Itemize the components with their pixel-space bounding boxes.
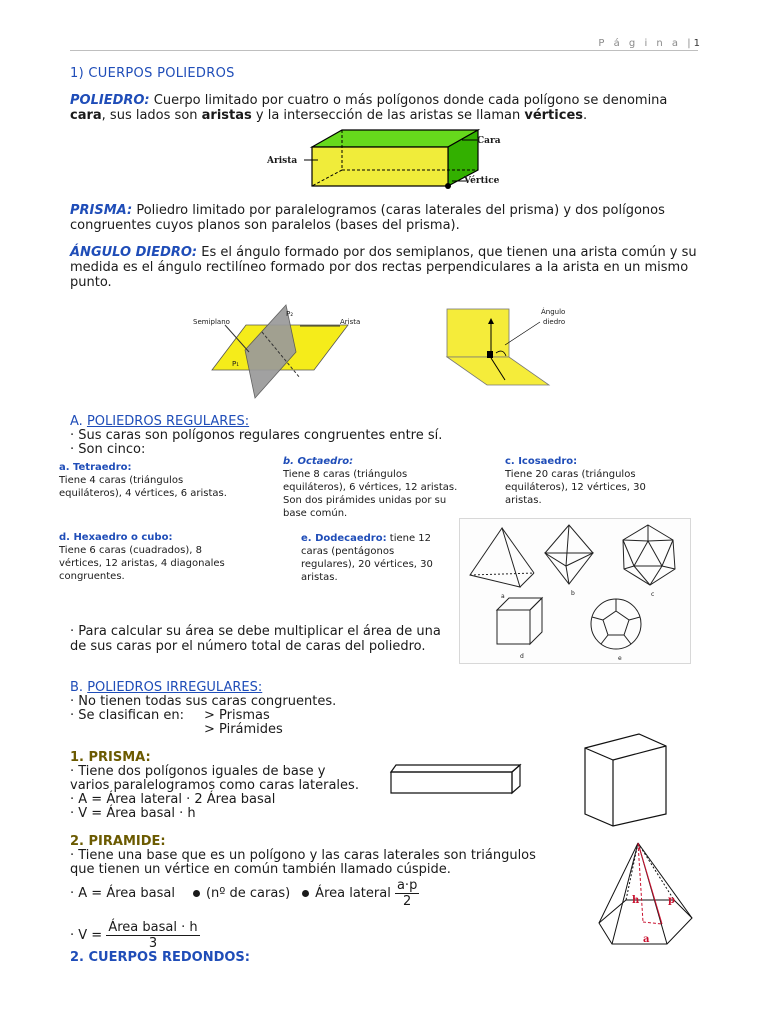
area-faces: (nº de caras)	[205, 886, 291, 901]
fig1-vertice-label: Vértice	[464, 176, 500, 186]
p1-label: P₁	[232, 360, 240, 368]
fig-label-b: b	[571, 590, 575, 597]
pagina-label: P á g i n a	[598, 38, 682, 49]
section2-title: 2. CUERPOS REDONDOS:	[70, 950, 250, 965]
fig-label-e: e	[618, 655, 622, 662]
icosaedro-title: c. Icosaedro:	[505, 456, 578, 467]
fig1-cara-label: Cara	[477, 136, 501, 146]
irregulares-title: POLIEDROS IRREGULARES:	[87, 680, 263, 695]
prisma-term: PRISMA:	[70, 203, 133, 218]
ap-numerator: a·p	[396, 878, 418, 893]
p2-label: P₂	[286, 310, 294, 318]
regulares-area-text: · Para calcular su área se debe multiplicar el área de una de sus caras por el número total de caras del poliedro.	[70, 624, 441, 654]
pyramid-a-label: a	[643, 934, 650, 945]
hexaedro-desc: Tiene 6 caras (cuadrados), 8 vértices, 12 aristas, 4 diagonales congruentes.	[59, 545, 225, 582]
piramide-line-2: que tienen un vértice en común también llamado cúspide.	[70, 862, 451, 877]
irregulares-opt-piramides: > Pirámides	[204, 722, 283, 737]
irregulares-opt-prismas: > Prismas	[204, 708, 270, 723]
regulares-title: POLIEDROS REGULARES:	[86, 414, 250, 429]
fig-label-c: c	[651, 591, 655, 598]
aristas-term: aristas	[201, 108, 252, 123]
angulo-label: Ángulo	[541, 308, 566, 316]
diedro-label: diedro	[543, 318, 566, 326]
prisma2-area: · A = Área lateral · 2 Área basal	[70, 792, 276, 807]
irregulares-line-1: · No tienen todas sus caras congruentes.	[70, 694, 337, 709]
volume-numerator: Área basal · h	[108, 920, 198, 935]
poliedro-text-d: .	[583, 108, 588, 123]
page-header: P á g i n a |1	[598, 38, 700, 49]
hexaedro-title: d. Hexaedro o cubo:	[59, 532, 173, 543]
irregulares-line-2: · Se clasifican en:	[70, 708, 185, 723]
prisma2-line-2: varios paralelogramos como caras laterales.	[70, 778, 359, 793]
icosaedro-desc: Tiene 20 caras (triángulos equiláteros), 12 vértices, 30 aristas.	[505, 469, 646, 506]
volume-prefix: · V =	[70, 928, 103, 943]
fig1-arista-label: Arista	[267, 156, 298, 166]
area-prefix: · A = Área basal	[70, 886, 175, 901]
ap-denominator: 2	[403, 894, 412, 909]
poliedro-term: POLIEDRO:	[70, 93, 150, 108]
irregulares-letter: B.	[70, 680, 88, 695]
regulares-line-2: · Son cinco:	[70, 442, 146, 457]
poliedro-text-b: , sus lados son	[101, 108, 202, 123]
tetraedro-title: a. Tetraedro:	[59, 462, 132, 473]
octaedro-desc: Tiene 8 caras (triángulos equiláteros), 6 vértices, 12 aristas. Son dos pirámides unidas por su base común.	[283, 469, 458, 519]
section-title: 1) CUERPOS POLIEDROS	[70, 66, 235, 81]
semiplano-label: Semiplano	[193, 318, 230, 326]
pyramid-p-label: p	[668, 895, 675, 906]
page-number: 1	[693, 38, 700, 49]
angulo-text: Es el ángulo formado por dos semiplanos, que tienen una arista común y su medida es el ángulo rectilíneo formado por dos rectas perpendiculares a la arista en un mismo punto.	[70, 245, 697, 290]
dodecaedro-desc: tiene 12 caras (pentágonos regulares), 20 vértices, 30 aristas.	[301, 533, 433, 583]
prisma2-line-1: · Tiene dos polígonos iguales de base y	[70, 764, 326, 779]
fig-label-d: d	[520, 653, 524, 660]
dodecaedro-title: e. Dodecaedro:	[301, 533, 387, 544]
prisma2-title: 1. PRISMA:	[70, 750, 151, 765]
piramide-title: 2. PIRAMIDE:	[70, 834, 166, 849]
angulo-term: ÁNGULO DIEDRO:	[70, 245, 198, 260]
piramide-line-1: · Tiene una base que es un polígono y las caras laterales son triángulos	[70, 848, 536, 863]
tetraedro-desc: Tiene 4 caras (triángulos equiláteros), 4 vértices, 6 aristas.	[59, 475, 227, 499]
fig-label-a: a	[501, 593, 505, 600]
poliedro-text-a: Cuerpo limitado por cuatro o más polígonos donde cada polígono se denomina	[149, 93, 668, 108]
cara-term: cara	[70, 108, 102, 123]
regulares-letter: A.	[70, 414, 87, 429]
octaedro-title: b. Octaedro:	[283, 456, 354, 467]
poliedro-text-c: y la intersección de las aristas se llaman	[251, 108, 525, 123]
prisma-text: Poliedro limitado por paralelogramos (caras laterales del prisma) y dos polígonos congruentes cuyos planos son paralelos (bases del prisma).	[70, 203, 665, 233]
vertices-term: vértices	[524, 108, 583, 123]
arista-label: Arista	[340, 318, 361, 326]
pyramid-h-label: h	[632, 895, 640, 906]
regulares-line-1: · Sus caras son polígonos regulares congruentes entre sí.	[70, 428, 443, 443]
area-lateral: Área lateral	[315, 886, 391, 901]
prisma2-volume: · V = Área basal · h	[70, 806, 196, 821]
volume-denominator: 3	[148, 936, 158, 951]
